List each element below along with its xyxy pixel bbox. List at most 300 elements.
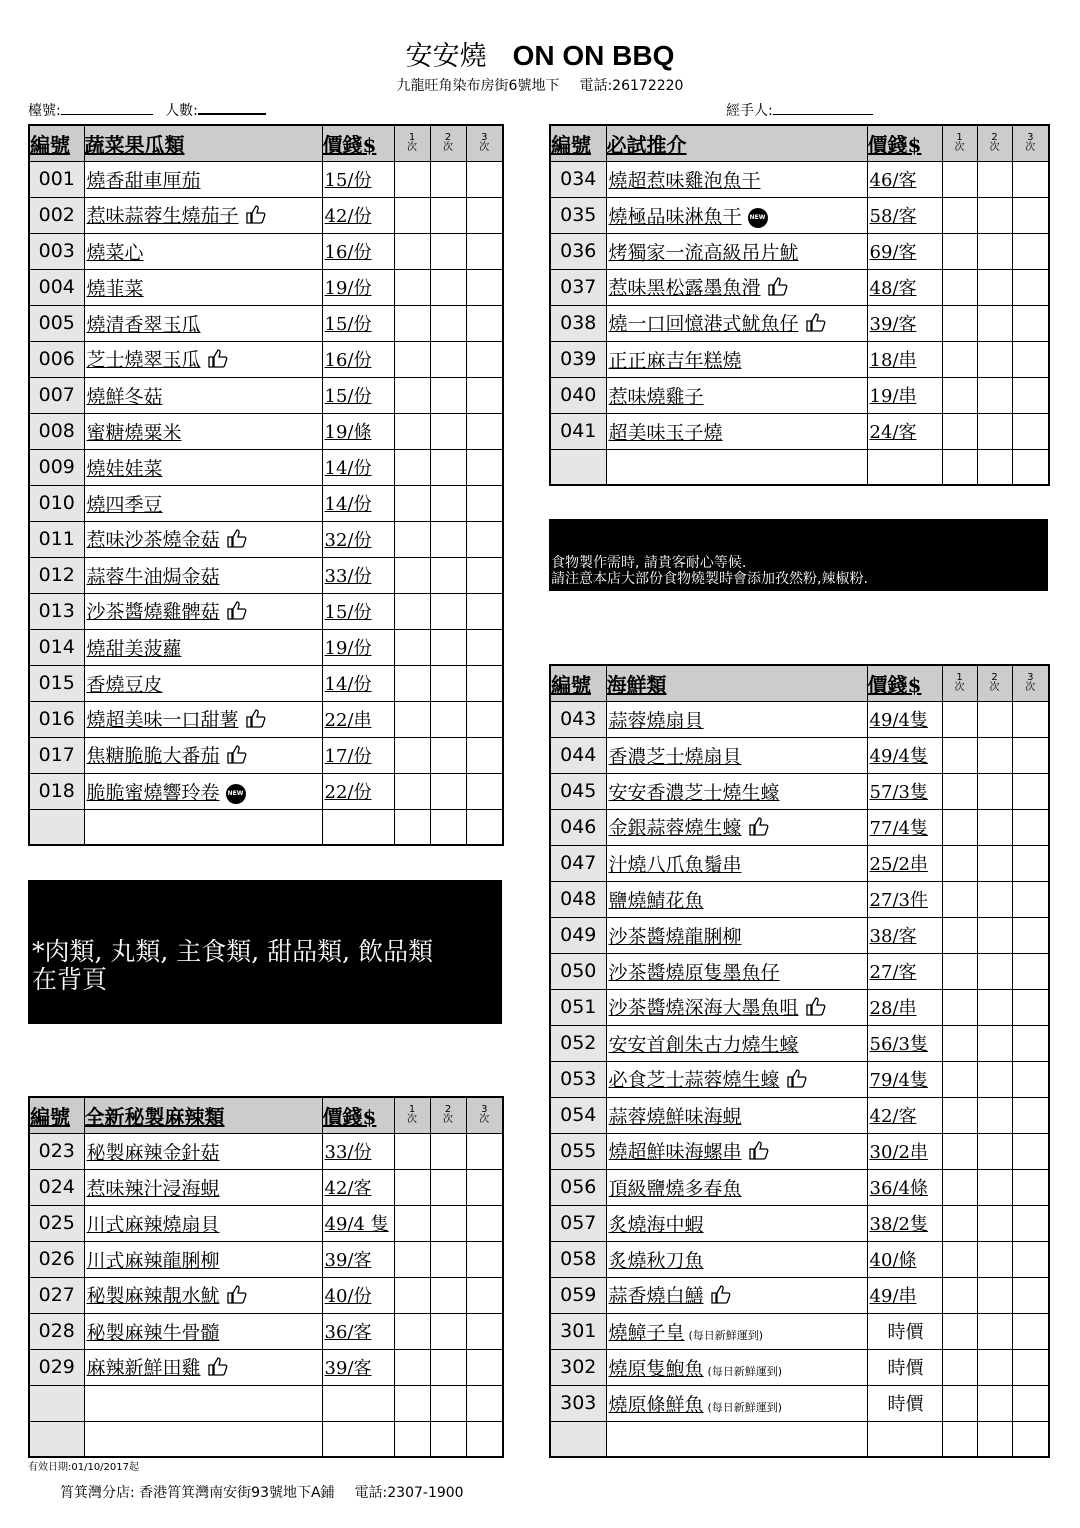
qty-round-1-box[interactable]	[394, 341, 430, 377]
item-name-cell	[606, 701, 867, 737]
item-name-cell	[606, 1349, 867, 1385]
item-price-text: 33/份	[324, 566, 372, 587]
menu-item-row	[550, 809, 1049, 845]
qty-round-2-box[interactable]	[430, 341, 466, 377]
qty-round-3-box[interactable]	[466, 449, 503, 485]
qty-round-3-box[interactable]	[1012, 809, 1049, 845]
qty-round-3-box[interactable]	[1012, 953, 1049, 989]
item-name: 燒超鮮味海螺串	[608, 1140, 742, 1163]
qty-round-2-box[interactable]	[977, 1385, 1012, 1421]
qty-round-3-box[interactable]	[466, 233, 503, 269]
qty-round-3-box[interactable]	[466, 1169, 503, 1205]
item-price	[322, 341, 394, 377]
menu-item-row	[29, 377, 503, 413]
qty-round-2-box[interactable]	[430, 485, 466, 521]
qty1-header: 1 次	[942, 665, 977, 701]
qty-round-1-box[interactable]	[942, 809, 977, 845]
qty-round-1-box[interactable]	[942, 1169, 977, 1205]
item-price-text: 36/4條	[869, 1178, 928, 1199]
item-name-cell	[84, 665, 322, 701]
qty3-header: 3 次	[1012, 665, 1049, 701]
qty-round-1-box[interactable]	[942, 341, 977, 377]
item-price	[867, 413, 942, 449]
qty-round-3-box[interactable]	[1012, 1313, 1049, 1349]
qty-round-1-box[interactable]	[942, 161, 977, 197]
item-price-text: 57/3隻	[869, 782, 928, 803]
qty-round-2-box[interactable]	[977, 341, 1012, 377]
qty-round-3-box[interactable]	[1012, 989, 1049, 1025]
qty-round-3-box[interactable]	[1012, 377, 1049, 413]
item-name: 香燒豆皮	[86, 673, 163, 696]
item-name-cell	[606, 773, 867, 809]
qty-round-2-box[interactable]	[430, 1349, 466, 1385]
qty-round-2-box[interactable]	[977, 1133, 1012, 1169]
item-code: 009	[29, 449, 84, 485]
item-name: 燒娃娃菜	[86, 457, 163, 480]
qty-round-1-box[interactable]	[942, 773, 977, 809]
item-price	[867, 809, 942, 845]
qty-round-1-box[interactable]	[394, 809, 430, 845]
item-price	[867, 845, 942, 881]
item-price-text: 27/3件	[869, 890, 928, 911]
qty-round-1-box[interactable]	[394, 557, 430, 593]
qty-round-3-box[interactable]	[1012, 161, 1049, 197]
empty-name-cell[interactable]	[84, 1385, 322, 1421]
qty-round-1-box[interactable]	[394, 449, 430, 485]
qty-round-3-box[interactable]	[1012, 1097, 1049, 1133]
qty-round-3-box[interactable]	[1012, 737, 1049, 773]
qty-round-2-box[interactable]	[430, 305, 466, 341]
menu-item-row	[29, 1241, 503, 1277]
qty-round-3-box[interactable]	[466, 1349, 503, 1385]
qty-round-3-box[interactable]	[466, 413, 503, 449]
item-price	[322, 1205, 394, 1241]
handler-blank[interactable]	[773, 101, 873, 115]
item-name: 秘製麻辣牛骨髓	[86, 1321, 220, 1344]
qty-round-1-box[interactable]	[394, 197, 430, 233]
qty2-header: 2 次	[430, 125, 466, 161]
qty-round-2-box[interactable]	[977, 449, 1012, 485]
item-name-cell	[84, 269, 322, 305]
menu-item-row	[550, 917, 1049, 953]
qty-round-2-box[interactable]	[430, 521, 466, 557]
item-name-cell	[84, 593, 322, 629]
item-price-text: 24/客	[869, 422, 917, 443]
qty-round-2-box[interactable]	[977, 1421, 1012, 1457]
item-price	[322, 233, 394, 269]
qty-round-2-box[interactable]	[977, 197, 1012, 233]
qty-round-3-box[interactable]	[466, 305, 503, 341]
qty-round-3-box[interactable]	[1012, 1421, 1049, 1457]
qty-round-2-box[interactable]	[977, 953, 1012, 989]
qty-round-1-box[interactable]	[942, 1241, 977, 1277]
qty2-header: 2 次	[977, 665, 1012, 701]
qty-round-1-box[interactable]	[942, 989, 977, 1025]
qty-round-1-box[interactable]	[942, 1097, 977, 1133]
item-price	[322, 1133, 394, 1169]
qty-round-3-box[interactable]	[466, 557, 503, 593]
menu-item-row	[550, 1349, 1049, 1385]
empty-price-cell[interactable]	[867, 449, 942, 485]
qty-round-1-box[interactable]	[942, 305, 977, 341]
qty-round-3-box[interactable]	[1012, 449, 1049, 485]
empty-price-cell[interactable]	[867, 1421, 942, 1457]
qty-round-1-box[interactable]	[394, 1421, 430, 1457]
qty-round-1-box[interactable]	[942, 269, 977, 305]
qty-round-3-box[interactable]	[1012, 881, 1049, 917]
item-price	[867, 1241, 942, 1277]
item-name: 燒甜美菠蘿	[86, 637, 182, 660]
qty-round-1-box[interactable]	[942, 1421, 977, 1457]
empty-row	[29, 809, 503, 845]
qty-round-3-box[interactable]	[1012, 1133, 1049, 1169]
qty-round-2-box[interactable]	[977, 1205, 1012, 1241]
qty-round-2-box[interactable]	[977, 989, 1012, 1025]
qty-round-3-box[interactable]	[1012, 1205, 1049, 1241]
qty-round-2-box[interactable]	[977, 737, 1012, 773]
qty-round-2-box[interactable]	[977, 377, 1012, 413]
qty-round-3-box[interactable]	[1012, 1277, 1049, 1313]
qty-round-3-box[interactable]	[466, 629, 503, 665]
qty-round-2-box[interactable]	[430, 1205, 466, 1241]
branch-phone: 電話:2307-1900	[354, 1485, 464, 1501]
item-code: 055	[550, 1133, 606, 1169]
qty-round-2-box[interactable]	[430, 161, 466, 197]
qty-round-2-box[interactable]	[977, 1349, 1012, 1385]
qty-round-3-box[interactable]	[1012, 1241, 1049, 1277]
table-header-row	[550, 665, 1049, 701]
qty-round-2-box[interactable]	[977, 1241, 1012, 1277]
qty-round-1-box[interactable]	[942, 197, 977, 233]
item-note: (每日新鮮運到)	[707, 1400, 783, 1414]
item-name: 烤獨家一流高級吊片魷	[608, 241, 799, 264]
menu-item-row	[550, 233, 1049, 269]
item-price-text: 22/串	[324, 710, 372, 731]
handler-field[interactable]	[726, 100, 873, 120]
qty-round-1-box[interactable]	[942, 917, 977, 953]
item-code: 008	[29, 413, 84, 449]
qty-round-3-box[interactable]	[1012, 1385, 1049, 1421]
qty-round-2-box[interactable]	[977, 1169, 1012, 1205]
table-number-field[interactable]	[28, 100, 266, 120]
qty-round-1-box[interactable]	[942, 845, 977, 881]
qty-round-3-box[interactable]	[466, 665, 503, 701]
qty-round-3-box[interactable]	[1012, 1349, 1049, 1385]
qty-round-3-box[interactable]	[466, 161, 503, 197]
qty-round-3-box[interactable]	[1012, 845, 1049, 881]
qty-round-3-box[interactable]	[1012, 1025, 1049, 1061]
qty-round-3-box[interactable]	[466, 1205, 503, 1241]
item-name: 蒜蓉燒鮮味海蜆	[608, 1105, 742, 1128]
qty-round-2-box[interactable]	[430, 197, 466, 233]
qty-round-2-box[interactable]	[977, 917, 1012, 953]
qty-round-2-box[interactable]	[977, 845, 1012, 881]
qty-round-2-box[interactable]	[977, 233, 1012, 269]
qty-round-1-box[interactable]	[394, 485, 430, 521]
qty-round-1-box[interactable]	[942, 953, 977, 989]
qty-round-3-box[interactable]	[466, 197, 503, 233]
qty-round-2-box[interactable]	[430, 1169, 466, 1205]
menu-item-row	[29, 1313, 503, 1349]
thumbs-up-icon	[805, 312, 827, 337]
item-price	[322, 521, 394, 557]
item-price-text: 19/份	[324, 638, 372, 659]
qty-round-1-box[interactable]	[942, 737, 977, 773]
qty-round-3-box[interactable]	[466, 485, 503, 521]
qty-round-3-box[interactable]	[466, 593, 503, 629]
item-code: 301	[550, 1313, 606, 1349]
item-code: 027	[29, 1277, 84, 1313]
item-code: 015	[29, 665, 84, 701]
qty-round-3-box[interactable]	[466, 1277, 503, 1313]
item-price-text: 時價	[887, 1394, 924, 1415]
item-name: 燒一口回憶港式魷魚仔	[608, 312, 799, 335]
item-code: 046	[550, 809, 606, 845]
people-count-blank[interactable]	[198, 100, 266, 115]
qty-round-3-box[interactable]	[1012, 917, 1049, 953]
qty-round-3-box[interactable]	[1012, 773, 1049, 809]
qty-round-1-box[interactable]	[394, 1205, 430, 1241]
qty-round-2-box[interactable]	[977, 881, 1012, 917]
item-name: 沙茶醬燒深海大墨魚咀	[608, 996, 799, 1019]
item-price-text: 14/份	[324, 494, 372, 515]
item-price-text: 15/份	[324, 170, 372, 191]
qty-round-2-box[interactable]	[430, 1385, 466, 1421]
item-name: 汁燒八爪魚鬚串	[608, 853, 742, 876]
item-code: 039	[550, 341, 606, 377]
qty-round-1-box[interactable]	[942, 413, 977, 449]
qty-round-2-box[interactable]	[977, 1277, 1012, 1313]
qty-round-1-box[interactable]	[394, 1349, 430, 1385]
item-price-text: 69/客	[869, 242, 917, 263]
item-price-text: 25/2串	[869, 854, 928, 875]
qty-round-1-box[interactable]	[942, 1349, 977, 1385]
empty-name-cell[interactable]	[606, 449, 867, 485]
item-price	[322, 665, 394, 701]
qty-round-2-box[interactable]	[430, 449, 466, 485]
qty-round-2-box[interactable]	[977, 1313, 1012, 1349]
qty-round-1-box[interactable]	[394, 521, 430, 557]
empty-price-cell[interactable]	[322, 1385, 394, 1421]
qty-round-3-box[interactable]	[466, 1385, 503, 1421]
qty-round-2-box[interactable]	[430, 1313, 466, 1349]
qty-round-1-box[interactable]	[942, 701, 977, 737]
item-code: 057	[550, 1205, 606, 1241]
qty-round-2-box[interactable]	[977, 1097, 1012, 1133]
qty-round-2-box[interactable]	[430, 773, 466, 809]
item-code: 045	[550, 773, 606, 809]
menu-item-row	[550, 413, 1049, 449]
qty-round-2-box[interactable]	[430, 809, 466, 845]
item-price	[867, 161, 942, 197]
back-page-notice-text: *肉類, 丸類, 主食類, 甜品類, 飲品類 在背頁	[32, 937, 434, 994]
qty-round-3-box[interactable]	[466, 1241, 503, 1277]
qty-round-1-box[interactable]	[394, 773, 430, 809]
item-price-text: 15/份	[324, 314, 372, 335]
qty-round-1-box[interactable]	[942, 449, 977, 485]
empty-name-cell[interactable]	[84, 1421, 322, 1457]
qty-round-1-box[interactable]	[394, 233, 430, 269]
qty-round-1-box[interactable]	[942, 1313, 977, 1349]
qty3-header: 3 次	[1012, 125, 1049, 161]
qty-round-1-box[interactable]	[942, 881, 977, 917]
code-header: 編號	[29, 1097, 84, 1133]
item-price-text: 16/份	[324, 350, 372, 371]
qty-round-3-box[interactable]	[466, 737, 503, 773]
item-name-cell	[606, 1133, 867, 1169]
table-number-blank[interactable]	[61, 101, 153, 115]
qty-round-3-box[interactable]	[466, 1133, 503, 1169]
item-price-text: 18/串	[869, 350, 917, 371]
qty-round-3-box[interactable]	[466, 269, 503, 305]
item-code: 029	[29, 1349, 84, 1385]
qty-round-3-box[interactable]	[1012, 269, 1049, 305]
qty-round-1-box[interactable]	[942, 1133, 977, 1169]
item-name: 燒原隻鮑魚	[608, 1357, 704, 1380]
empty-name-cell[interactable]	[84, 809, 322, 845]
menu-item-row	[29, 557, 503, 593]
qty-round-1-box[interactable]	[942, 377, 977, 413]
menu-item-row	[29, 629, 503, 665]
qty-round-3-box[interactable]	[1012, 233, 1049, 269]
qty-round-2-box[interactable]	[430, 269, 466, 305]
qty-round-2-box[interactable]	[977, 701, 1012, 737]
qty-round-3-box[interactable]	[466, 341, 503, 377]
waiting-notice-text: 食物製作需時, 請貴客耐心等候. 請注意本店大部份食物燒製時會添加孜然粉,辣椒粉.	[551, 555, 868, 587]
menu-item-row	[550, 881, 1049, 917]
qty-round-1-box[interactable]	[394, 161, 430, 197]
item-code: 056	[550, 1169, 606, 1205]
qty-round-1-box[interactable]	[394, 665, 430, 701]
qty-round-3-box[interactable]	[466, 773, 503, 809]
qty-round-3-box[interactable]	[466, 377, 503, 413]
qty2-header: 2 次	[977, 125, 1012, 161]
qty-round-1-box[interactable]	[394, 377, 430, 413]
qty-round-1-box[interactable]	[942, 1277, 977, 1313]
qty-round-2-box[interactable]	[977, 161, 1012, 197]
item-name-cell	[84, 413, 322, 449]
qty-round-2-box[interactable]	[430, 701, 466, 737]
qty-round-3-box[interactable]	[1012, 413, 1049, 449]
qty-round-2-box[interactable]	[430, 1421, 466, 1457]
item-name-cell	[606, 1241, 867, 1277]
item-code: 050	[550, 953, 606, 989]
item-price-text: 19/串	[869, 386, 917, 407]
qty-round-3-box[interactable]	[1012, 701, 1049, 737]
qty-round-1-box[interactable]	[942, 1025, 977, 1061]
qty-round-1-box[interactable]	[394, 269, 430, 305]
qty-round-2-box[interactable]	[430, 377, 466, 413]
qty-round-2-box[interactable]	[430, 1277, 466, 1313]
qty-round-1-box[interactable]	[394, 1385, 430, 1421]
qty-round-1-box[interactable]	[942, 1061, 977, 1097]
qty-round-1-box[interactable]	[942, 1205, 977, 1241]
qty-round-3-box[interactable]	[1012, 305, 1049, 341]
item-code: 013	[29, 593, 84, 629]
qty-round-1-box[interactable]	[394, 1277, 430, 1313]
item-name-cell	[84, 233, 322, 269]
qty-round-3-box[interactable]	[466, 1421, 503, 1457]
qty-round-3-box[interactable]	[1012, 1169, 1049, 1205]
thumbs-up-icon	[805, 996, 827, 1021]
qty-round-1-box[interactable]	[394, 593, 430, 629]
menu-item-row	[550, 953, 1049, 989]
item-code: 004	[29, 269, 84, 305]
empty-price-cell[interactable]	[322, 1421, 394, 1457]
title-english: ON ON BBQ	[512, 40, 675, 71]
item-code: 023	[29, 1133, 84, 1169]
price-header: 價錢$	[867, 665, 942, 701]
qty-round-3-box[interactable]	[1012, 1061, 1049, 1097]
qty-round-1-box[interactable]	[394, 305, 430, 341]
thumbs-up-icon	[748, 1140, 770, 1165]
item-code: 014	[29, 629, 84, 665]
qty-round-1-box[interactable]	[394, 1241, 430, 1277]
qty-round-1-box[interactable]	[394, 737, 430, 773]
item-price	[322, 593, 394, 629]
qty-round-3-box[interactable]	[1012, 341, 1049, 377]
table-number-label: 檯號:	[28, 103, 61, 119]
qty-round-2-box[interactable]	[977, 269, 1012, 305]
qty-round-1-box[interactable]	[394, 1133, 430, 1169]
qty-round-2-box[interactable]	[977, 305, 1012, 341]
menu-item-row	[29, 737, 503, 773]
item-code: 058	[550, 1241, 606, 1277]
item-name-cell	[606, 341, 867, 377]
qty-round-1-box[interactable]	[942, 233, 977, 269]
qty-round-1-box[interactable]	[394, 1313, 430, 1349]
qty-round-3-box[interactable]	[466, 809, 503, 845]
qty-round-2-box[interactable]	[430, 1133, 466, 1169]
item-note: (每日新鮮運到)	[707, 1364, 783, 1378]
qty-round-2-box[interactable]	[977, 413, 1012, 449]
item-price	[322, 701, 394, 737]
qty-round-2-box[interactable]	[430, 1241, 466, 1277]
qty-round-1-box[interactable]	[394, 701, 430, 737]
qty-round-2-box[interactable]	[977, 809, 1012, 845]
item-price-text: 36/客	[324, 1322, 372, 1343]
empty-price-cell[interactable]	[322, 809, 394, 845]
new-badge-icon: NEW	[748, 208, 768, 228]
empty-name-cell[interactable]	[606, 1421, 867, 1457]
qty-round-1-box[interactable]	[394, 413, 430, 449]
qty-round-1-box[interactable]	[394, 629, 430, 665]
qty-round-2-box[interactable]	[977, 1025, 1012, 1061]
qty-round-2-box[interactable]	[977, 1061, 1012, 1097]
item-price	[322, 269, 394, 305]
qty-round-2-box[interactable]	[977, 773, 1012, 809]
qty-round-2-box[interactable]	[430, 413, 466, 449]
empty-code-cell	[550, 449, 606, 485]
qty-round-3-box[interactable]	[1012, 197, 1049, 233]
qty-round-2-box[interactable]	[430, 593, 466, 629]
qty-round-1-box[interactable]	[394, 1169, 430, 1205]
qty-round-1-box[interactable]	[942, 1385, 977, 1421]
qty-round-2-box[interactable]	[430, 233, 466, 269]
qty-round-3-box[interactable]	[466, 1313, 503, 1349]
qty-round-2-box[interactable]	[430, 557, 466, 593]
item-price	[867, 1313, 942, 1349]
qty-round-3-box[interactable]	[466, 521, 503, 557]
empty-code-cell	[29, 1421, 84, 1457]
item-code: 007	[29, 377, 84, 413]
qty-round-2-box[interactable]	[430, 665, 466, 701]
qty-round-2-box[interactable]	[430, 629, 466, 665]
branch-info	[60, 1482, 484, 1502]
item-name-cell	[84, 1133, 322, 1169]
qty-round-3-box[interactable]	[466, 701, 503, 737]
qty-round-2-box[interactable]	[430, 737, 466, 773]
